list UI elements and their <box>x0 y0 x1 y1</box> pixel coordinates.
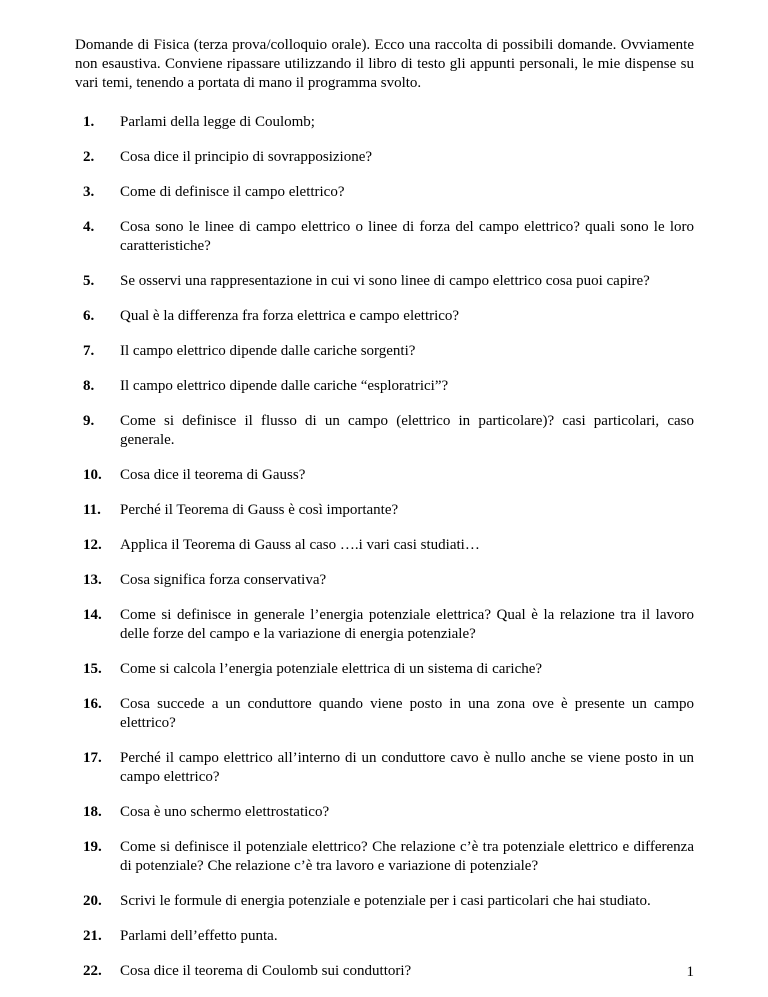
question-item <box>83 927 694 946</box>
question-number: 12. <box>83 537 102 553</box>
question-number: 18. <box>83 804 102 820</box>
question-text: Scrivi le formule di energia potenziale e potenziale per i casi particolari che hai studiato. <box>120 893 651 909</box>
question-text: Il campo elettrico dipende dalle cariche sorgenti? <box>120 343 416 359</box>
question-text: Cosa dice il teorema di Gauss? <box>120 467 306 483</box>
question-text: Come si calcola l’energia potenziale elettrica di un sistema di cariche? <box>120 661 543 677</box>
question-text: Qual è la differenza fra forza elettrica e campo elettrico? <box>120 308 460 324</box>
question-text: Come di definisce il campo elettrico? <box>120 184 345 200</box>
question-number: 1. <box>83 114 95 130</box>
question-number: 22. <box>83 963 102 979</box>
question-number: 15. <box>83 661 102 677</box>
question-number: 6. <box>83 308 95 324</box>
question-item <box>83 272 694 291</box>
question-item <box>83 342 694 361</box>
question-text: Come si definisce in generale l’energia potenziale elettrica? Qual è la relazione tra il lavoro delle forze del campo e la variazione di energia potenziale? <box>120 607 694 642</box>
question-number: 14. <box>83 607 102 623</box>
question-text: Applica il Teorema di Gauss al caso ….i vari casi studiati… <box>120 537 480 553</box>
question-item <box>83 536 694 555</box>
question-item <box>83 962 694 981</box>
question-number: 20. <box>83 893 102 909</box>
question-item <box>83 695 694 733</box>
question-item <box>83 660 694 679</box>
question-item <box>83 466 694 485</box>
question-item <box>83 218 694 256</box>
question-item <box>83 183 694 202</box>
question-item <box>83 307 694 326</box>
question-number: 21. <box>83 928 102 944</box>
question-number: 4. <box>83 219 95 235</box>
question-item <box>83 606 694 644</box>
question-number: 16. <box>83 696 102 712</box>
question-number: 11. <box>83 502 101 518</box>
question-item <box>83 148 694 167</box>
question-item <box>83 113 694 132</box>
question-number: 13. <box>83 572 102 588</box>
question-item <box>83 892 694 911</box>
question-item <box>83 501 694 520</box>
question-item <box>83 412 694 450</box>
question-number: 2. <box>83 149 95 165</box>
question-number: 5. <box>83 273 95 289</box>
question-text: Perché il campo elettrico all’interno di un conduttore cavo è nullo anche se viene posto in un campo elettrico? <box>120 750 694 785</box>
question-text: Parlami della legge di Coulomb; <box>120 114 315 130</box>
question-text: Come si definisce il flusso di un campo (elettrico in particolare)? casi particolari, caso generale. <box>120 413 694 448</box>
question-number: 3. <box>83 184 95 200</box>
question-text: Perché il Teorema di Gauss è così importante? <box>120 502 399 518</box>
question-text: Il campo elettrico dipende dalle cariche “esploratrici”? <box>120 378 449 394</box>
question-number: 9. <box>83 413 95 429</box>
question-text: Cosa è uno schermo elettrostatico? <box>120 804 330 820</box>
question-text: Cosa dice il principio di sovrapposizione? <box>120 149 373 165</box>
question-list <box>75 113 694 981</box>
question-item <box>83 749 694 787</box>
question-text: Parlami dell’effetto punta. <box>120 928 278 944</box>
question-text: Cosa succede a un conduttore quando viene posto in una zona ove è presente un campo elettrico? <box>120 696 694 731</box>
question-item <box>83 571 694 590</box>
question-text: Come si definisce il potenziale elettrico? Che relazione c’è tra potenziale elettrico e differenza di potenziale? Che relazione c’è tra lavoro e variazione di potenziale? <box>120 839 694 874</box>
question-number: 17. <box>83 750 102 766</box>
question-item <box>83 838 694 876</box>
question-text: Cosa significa forza conservativa? <box>120 572 327 588</box>
question-number: 8. <box>83 378 95 394</box>
question-item <box>83 803 694 822</box>
document-page <box>75 36 694 997</box>
question-number: 19. <box>83 839 102 855</box>
question-number: 10. <box>83 467 102 483</box>
question-text: Cosa sono le linee di campo elettrico o linee di forza del campo elettrico? quali sono le loro caratteristiche? <box>120 219 694 254</box>
question-item <box>83 377 694 396</box>
question-text: Cosa dice il teorema di Coulomb sui conduttori? <box>120 963 412 979</box>
question-text: Se osservi una rappresentazione in cui vi sono linee di campo elettrico cosa puoi capire? <box>120 273 650 289</box>
question-number: 7. <box>83 343 95 359</box>
page-number: 1 <box>686 964 694 980</box>
intro-paragraph: Domande di Fisica (terza prova/colloquio orale). Ecco una raccolta di possibili domande. Ovviamente non esaustiva. Conviene ripassare utilizzando il libro di testo gli appunti personali, le mie dispense su vari temi, tenendo a portata di mano il programma svolto. <box>75 37 694 91</box>
